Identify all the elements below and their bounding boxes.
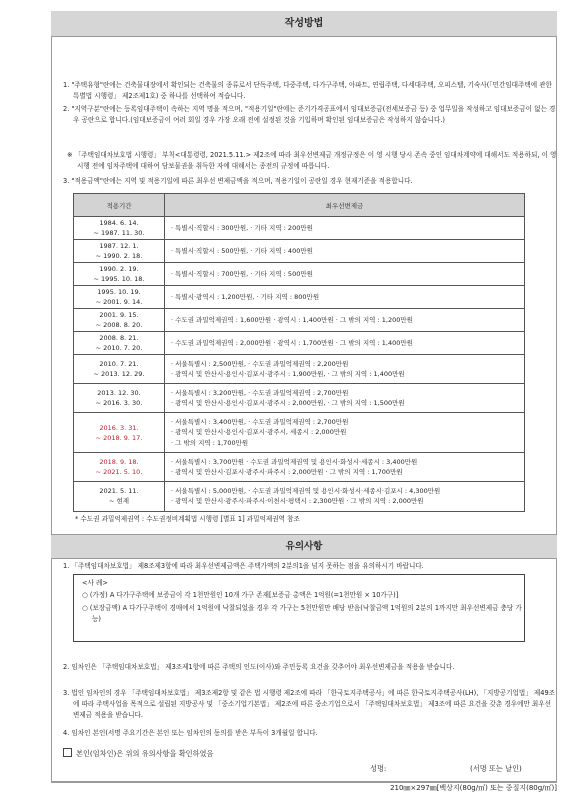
period-cell <box>74 309 165 332</box>
period-text: 1990. 2. 19. <box>99 265 139 273</box>
caution-2: 2. 임차인은 「주택임대차보호법」 제3조제1항에 따른 주택의 인도(이사)와 주민등록 요건을 갖추어야 최우선변제금을 적용을 받습니다. <box>63 663 455 671</box>
period-text: 2008. 8. 21. <box>99 334 139 342</box>
amount-cell <box>165 217 525 240</box>
amount-text: · 그 밖의 지역 : 1,700만원 <box>171 439 249 448</box>
amount-text: · 특별시·직할시 : 500만원, · 기타 지역 : 400만원 <box>171 246 313 255</box>
amount-cell <box>165 240 525 263</box>
amount-cell <box>165 309 525 332</box>
period-text: ~ 현재 <box>108 497 130 506</box>
note-3: 3. "적용금액"란에는 지역 및 적용기일에 따른 최우선 변제금액을 적으며, 적용기일이 공란일 경우 현재기준을 적용합니다. <box>63 177 413 185</box>
period-text: ~ 2001. 9. 14. <box>95 298 143 306</box>
amount-cell <box>165 384 525 413</box>
period-cell <box>74 384 165 413</box>
caution-3: 3. 법인 임차인의 경우 「주택임대차보호법」 제3조제2항 및 같은 법 시행령 제2조에 따라 「한국토지주택공사」에 따른 한국토지주택공사(LH), 「지방공기업법」 제49조에 따라 주택사업을 목적으로 설립된 지방공사 및 「중소기업기본법」 제2조에 따른 중소기업으로서 「주택임대차보호법」 제3조에 따른 요건을 갖춘 경우에만 최우선변제금 적용을 받습니다. <box>63 689 556 719</box>
priority-repayment-table <box>73 193 525 512</box>
amount-text: · 광역시 및 안산시·용인시·김포시·광주시 : 1,900만원, · 그 밖의 지역 : 1,400만원 <box>171 370 405 379</box>
period-cell <box>74 286 165 309</box>
table-row <box>74 384 525 413</box>
paper-spec: 210㎜×297㎜[백상지(80g/㎡) 또는 중질지(80g/㎡)] <box>51 782 557 793</box>
amount-text: · 광역시 및 안산시·용인시·김포시·광주시, 세종시 : 2,000만원 <box>171 428 347 437</box>
period-text: ~ 1995. 10. 18. <box>93 275 145 283</box>
example-line-1: ○ (가정) A 다가구주택에 보증금이 각 1천만원인 10개 가구 존재[보증금 총액은 1억원(=1천만원 × 10가구)] <box>82 591 399 599</box>
period-text: ~ 2018. 9. 17. <box>95 433 143 442</box>
note-1: 1. "주택유형"란에는 건축물대장에서 확인되는 건축물의 종류로서 단독주택, 다중주택, 다가구주택, 아파트, 연립주택, 다세대주택, 오피스텔, 기숙사(「민간임대주택에 관한 특별법 시행령」 제2조제1호) 중 하나를 선택하여 적습니다. <box>63 81 552 100</box>
amount-text: · 수도권 과밀억제권역 : 1,600만원 · 광역시 : 1,400만원 · 그 밖의 지역 : 1,200만원 <box>171 315 413 324</box>
amount-text: · 광역시 및 안산시·김포시·광주시·파주시 : 2,000만원 · 그 밖의 지역 : 1,700만원 <box>171 468 403 477</box>
period-cell <box>74 413 165 453</box>
amount-text: · 서울특별시 : 5,000만원, · 수도권 과밀억제권역 및 용인시·화성시·세종시·김포시 : 4,300만원 <box>171 486 441 495</box>
period-cell <box>74 217 165 240</box>
amount-text: · 광역시 및 안산시·용인시·김포시·광주시 : 2,000만원, · 그 밖의 지역 : 1,500만원 <box>171 399 405 408</box>
example-label: <사 례> <box>82 579 108 587</box>
amount-cell <box>165 332 525 355</box>
amount-text: · 서울특별시 : 3,400만원, · 수도권 과밀억제권역 : 2,700만원 <box>171 417 349 426</box>
period-text: ~ 1987. 11. 30. <box>93 229 145 237</box>
amount-text: · 서울특별시 : 3,200만원, · 수도권 과밀억제권역 : 2,700만원 <box>171 388 349 397</box>
amount-cell <box>165 263 525 286</box>
amount-cell <box>165 286 525 309</box>
header-amount: 최우선변제금 <box>165 194 525 217</box>
amount-text: · 특별시·직할시 : 300만원, · 기타 지역 : 200만원 <box>171 223 313 232</box>
amount-text: · 특별시·광역시 : 1,200만원, · 기타 지역 : 800만원 <box>171 292 320 301</box>
table-row <box>74 332 525 355</box>
period-text: ~ 2013. 12. 29. <box>93 370 145 379</box>
table-row <box>74 263 525 286</box>
amount-cell <box>165 355 525 384</box>
note-ref: ※ 「주택임대차보호법 시행령」 부칙<대통령령, 2021.5.11.> 제2조에 따라 최우선변제금 개정규정은 이 영 시행 당시 존속 중인 임대차계약에 대해서도 적용하되, 이 영 시행 전에 임차주택에 대하여 담보물권을 취득한 자에 대해서는 종전의 규정에 따릅니다. <box>67 151 557 170</box>
amount-cell <box>165 413 525 453</box>
caution-4: 4. 임차인 본인(서명 주요기간은 본인 또는 임차인의 동의를 받은 부득이 3개월일 합니다. <box>63 729 318 737</box>
period-text: 2021. 5. 11. <box>99 487 139 496</box>
signature-hint: (서명 또는 날인) <box>470 764 522 773</box>
table-row <box>74 217 525 240</box>
confirm-line <box>63 748 213 759</box>
period-text: ~ 2008. 8. 20. <box>95 321 143 329</box>
period-text: 1995. 10. 19. <box>97 288 141 296</box>
table-row <box>74 240 525 263</box>
table-row <box>74 286 525 309</box>
period-cell <box>74 240 165 263</box>
period-text: ~ 2010. 7. 20. <box>95 344 143 352</box>
table-footnote: * 수도권 과밀억제권역 : 수도권정비계획법 시행령 [별표 1] 과밀억제권역 참조 <box>75 515 300 523</box>
period-text: ~ 1990. 2. 18. <box>95 252 143 260</box>
amount-cell <box>165 482 525 511</box>
period-text: 2016. 3. 31. <box>99 423 139 432</box>
table-row <box>74 453 525 482</box>
period-text: 2010. 7. 21. <box>99 360 139 369</box>
period-text: 1984. 6. 14. <box>99 219 139 227</box>
period-cell <box>74 453 165 482</box>
table-row <box>74 482 525 511</box>
table-row <box>74 309 525 332</box>
example-box <box>73 574 525 642</box>
note-2: 2. "지역구분"란에는 등록임대주택이 속하는 지역 명을 적으며, "적용기일"란에는 준기가격공표에서 임대보증금(전세보증금 등) 중 업무일을 작성하고 임대보증금이 없는 경우 공란으로 합니다.(임대보증금이 여러 회일 경우 가장 오래 전에 설정된 것을 기입하며 확인된 임대보증금은 작성하지 않습니다.) <box>63 105 556 124</box>
period-text: ~ 2021. 5. 10. <box>95 468 143 477</box>
period-cell <box>74 263 165 286</box>
table-row <box>74 355 525 384</box>
amount-text: · 서울특별시 : 3,700만원 · 수도권 과밀억제권역 및 용인시·화성시·세종시 : 3,400만원 <box>171 457 418 466</box>
table-row <box>74 413 525 453</box>
period-cell <box>74 355 165 384</box>
signature-label: 성명: <box>370 764 387 773</box>
period-text: 2001. 9. 15. <box>99 311 139 319</box>
period-cell <box>74 332 165 355</box>
amount-text: · 특별시·직할시 : 700만원, · 기타 지역 : 500만원 <box>171 269 313 278</box>
period-text: 2013. 12. 30. <box>97 389 141 398</box>
caution-title: 유의사항 <box>51 535 557 559</box>
example-line-2: ○ (보장금액) A 다가구주택이 경매에서 1억원에 낙찰되었을 경우 각 가구는 5천만원만 배당 받음(낙찰금액 1억원의 2분의 1까지만 최우선변제금 충당 가능) <box>82 604 522 623</box>
caution-1: 1. 「주택임대차보호법」 제8조제3항에 따라 최우선변제금액은 주택가액의 2분의1을 넘지 못하는 점을 유의하시기 바랍니다. <box>63 562 424 570</box>
confirm-text: 본인(임차인)은 위의 유의사항을 확인하였음 <box>76 749 214 758</box>
confirm-checkbox[interactable] <box>63 748 72 757</box>
amount-text: · 광역시 및 안산시·광주시·파주시·이천시·평택시 : 2,300만원 · 그 밖의 지역 : 2,000만원 <box>171 497 424 506</box>
section-title: 작성방법 <box>51 11 557 37</box>
amount-text: · 수도권 과밀억제권역 : 2,000만원 · 광역시 : 1,700만원 · 그 밖의 지역 : 1,400만원 <box>171 338 413 347</box>
header-period: 적용기간 <box>74 194 165 217</box>
period-text: 2018. 9. 18. <box>99 458 139 467</box>
period-text: 1987. 12. 1. <box>99 242 139 250</box>
period-cell <box>74 482 165 511</box>
amount-cell <box>165 453 525 482</box>
amount-text: · 서울특별시 : 2,500만원, · 수도권 과밀억제권역 : 2,200만원 <box>171 359 349 368</box>
period-text: ~ 2016. 3. 30. <box>95 399 143 408</box>
